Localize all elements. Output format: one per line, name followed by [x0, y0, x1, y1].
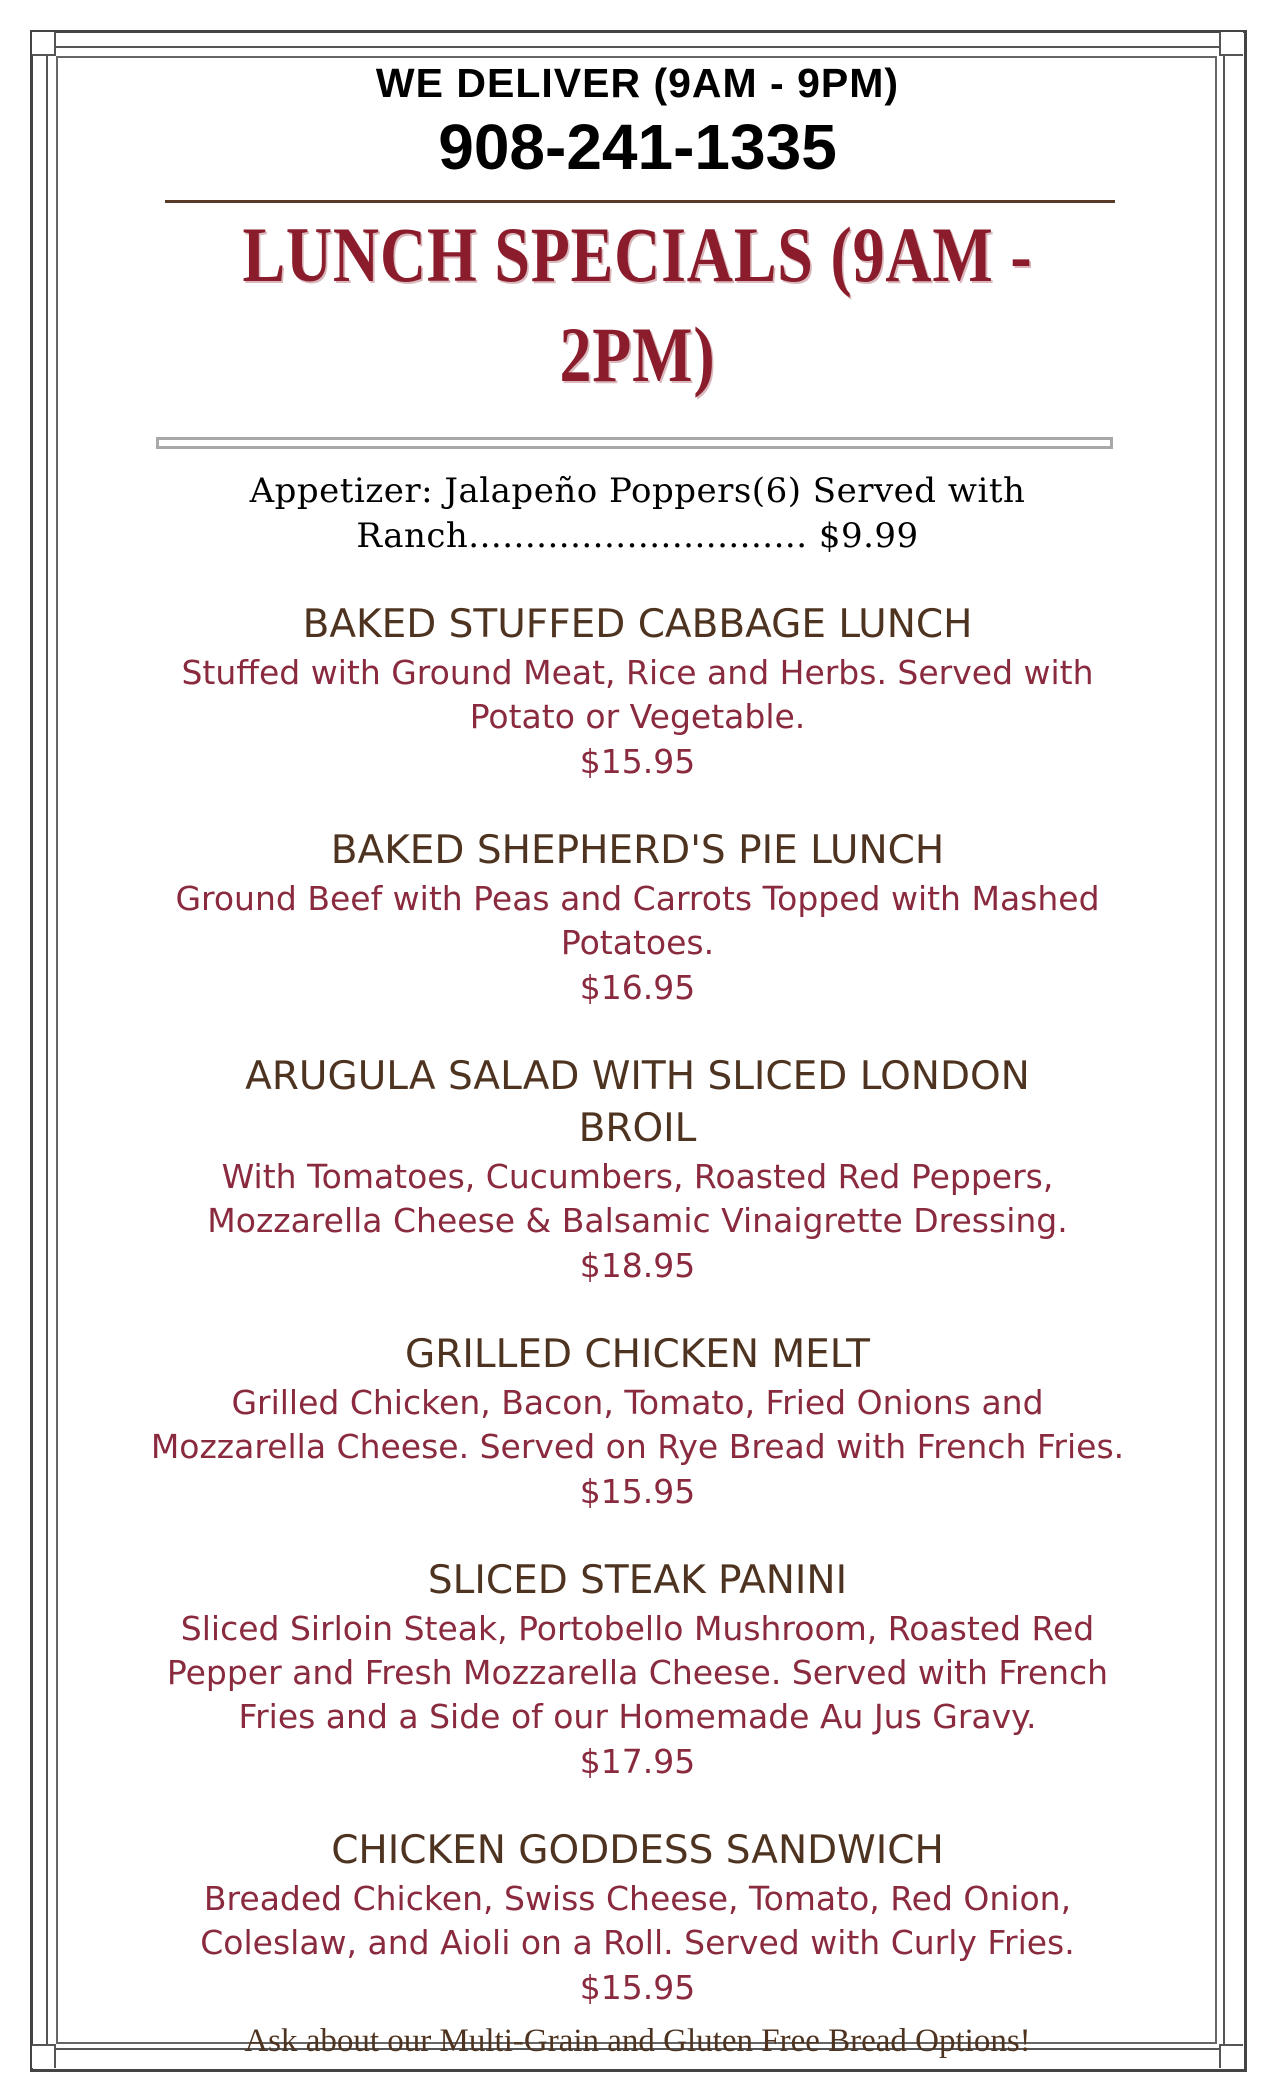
item-price: $15.95 [579, 742, 696, 781]
item-price: $15.95 [579, 1968, 696, 2007]
item-name: CHICKEN GODDESS SANDWICH [331, 1828, 944, 1873]
menu-item [150, 825, 1125, 1011]
title-divider [156, 437, 1113, 449]
item-name: GRILLED CHICKEN MELT [405, 1332, 870, 1377]
menu-content [150, 58, 1125, 2063]
item-price: $16.95 [579, 968, 696, 1007]
item-price: $15.95 [579, 1472, 696, 1511]
item-description: Grilled Chicken, Bacon, Tomato, Fried Onions and Mozzarella Cheese. Served on Rye Bread with French Fries. [150, 1383, 1125, 1466]
item-description: Breaded Chicken, Swiss Cheese, Tomato, Red Onion, Coleslaw, and Aioli on a Roll. Served with Curly Fries. [200, 1879, 1075, 1962]
corner-ornament-bottom-right [1219, 2044, 1243, 2068]
item-description: Sliced Sirloin Steak, Portobello Mushroom, Roasted Red Pepper and Fresh Mozzarella Cheese. Served with French Fries and a Side of our Homemade Au Jus Gravy. [166, 1609, 1109, 1736]
appetizer-line: Appetizer: Jalapeño Poppers(6) Served with Ranch.............................. $9.99 [249, 471, 1026, 556]
phone-number: 908-241-1335 [438, 111, 837, 183]
item-name: SLICED STEAK PANINI [427, 1558, 848, 1603]
menu-item [150, 1825, 1125, 2011]
item-price: $18.95 [579, 1246, 696, 1285]
delivery-hours: WE DELIVER (9AM - 9PM) [375, 60, 900, 106]
item-name: BAKED STUFFED CABBAGE LUNCH [302, 602, 973, 647]
header-divider [165, 200, 1115, 203]
menu-item [150, 1051, 1125, 1289]
menu-item [150, 599, 1125, 785]
corner-ornament-top-left [32, 32, 56, 56]
item-description: Ground Beef with Peas and Carrots Topped with Mashed Potatoes. [175, 879, 1100, 962]
item-price: $17.95 [579, 1742, 696, 1781]
item-name: ARUGULA SALAD WITH SLICED LONDON BROIL [245, 1054, 1030, 1151]
item-name: BAKED SHEPHERD'S PIE LUNCH [330, 828, 945, 873]
item-description: Stuffed with Ground Meat, Rice and Herbs. Served with Potato or Vegetable. [181, 653, 1094, 736]
bread-options-note: Ask about our Multi-Grain and Gluten Free Bread Options! [244, 2023, 1031, 2059]
item-description: With Tomatoes, Cucumbers, Roasted Red Peppers, Mozzarella Cheese & Balsamic Vinaigrette Dressing. [207, 1157, 1068, 1240]
corner-ornament-bottom-left [32, 2044, 56, 2068]
menu-item [150, 1555, 1125, 1785]
corner-ornament-top-right [1219, 32, 1243, 56]
menu-item [150, 1329, 1125, 1515]
menu-title: LUNCH SPECIALS (9AM - 2PM) [242, 211, 1033, 398]
